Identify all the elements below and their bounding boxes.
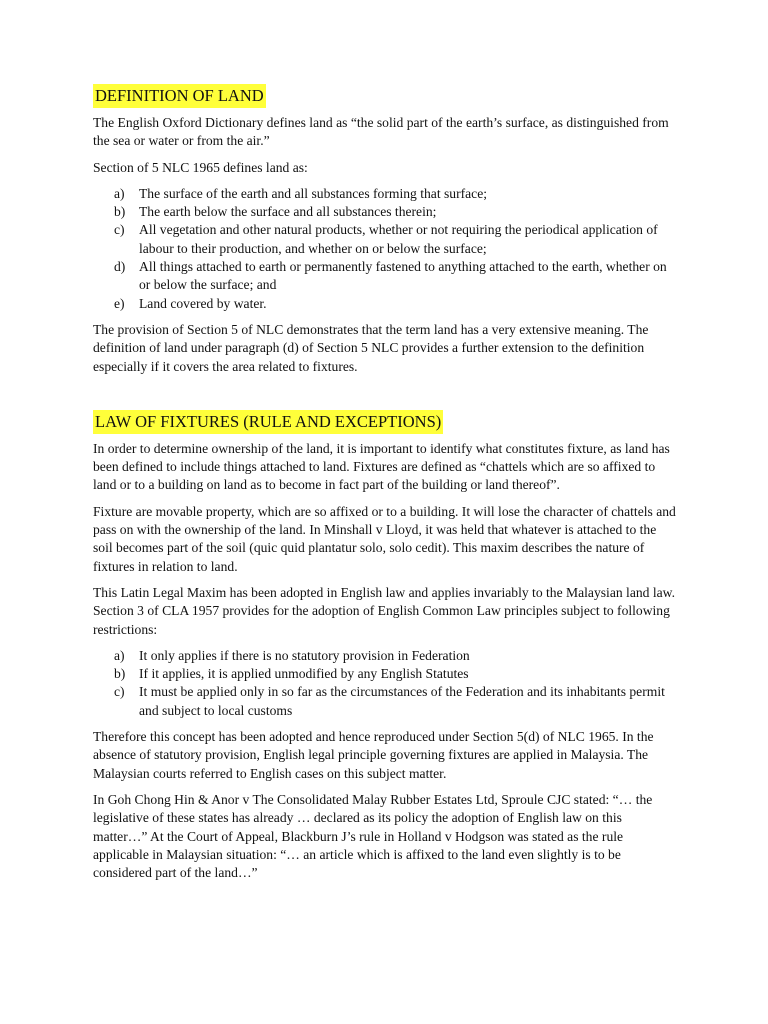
list-item-text: It must be applied only in so far as the circumstances of the Federation and its inhabitants permit and subject to local customs [139, 684, 665, 718]
list-item-text: All vegetation and other natural products, whether or not requiring the periodical application of labour to their production, and whether on or below the surface; [139, 222, 658, 256]
ownership-paragraph: In order to determine ownership of the land, it is important to identify what constitutes fixture, as land has been defined to include things attached to land. Fixtures are defined as “chattels which are so affixed to land or to a building on land as to become in fact part of the building or land thereof”. [93, 440, 670, 493]
list-item [93, 295, 676, 313]
section-law-of-fixtures [93, 410, 676, 883]
list-item [93, 203, 676, 221]
list-item [93, 683, 676, 720]
list-marker: e) [114, 295, 125, 311]
list-item-text: The surface of the earth and all substances forming that surface; [139, 185, 488, 201]
list-item [93, 665, 676, 683]
list-item [93, 221, 676, 258]
list-marker: c) [114, 684, 125, 700]
list-marker: a) [114, 185, 125, 201]
list-item [93, 258, 676, 295]
section5-provision-paragraph: The provision of Section 5 of NLC demonstrates that the term land has a very extensive meaning. The definition of land under paragraph (d) of Section 5 NLC provides a further extension to the definition especially if it covers the area related to fixtures. [93, 321, 649, 374]
list-marker: b) [114, 666, 126, 682]
land-definition-list [93, 185, 676, 313]
list-item [93, 647, 676, 665]
list-item-text: The earth below the surface and all substances therein; [139, 204, 437, 220]
list-item-text: If it applies, it is applied unmodified by any English Statutes [139, 666, 469, 682]
oxford-definition-paragraph: The English Oxford Dictionary defines land as “the solid part of the earth’s surface, as distinguished from the sea or water or from the air.” [93, 115, 669, 149]
list-marker: b) [114, 204, 126, 220]
heading-law-of-fixtures: LAW OF FIXTURES (RULE AND EXCEPTIONS) [93, 410, 443, 434]
case-law-paragraph: In Goh Chong Hin & Anor v The Consolidated Malay Rubber Estates Ltd, Sproule CJC stated: “… the legislative of these states has already … declared as its policy the adoption of English law on this matter…” At the Court of Appeal, Blackburn J’s rule in Holland v Hodgson was stated as the rule applicable in Malaysian situation: “… an article which is affixed to the land even slightly is to be considered part of the land…” [93, 791, 653, 881]
nlc-intro-paragraph: Section of 5 NLC 1965 defines land as: [93, 159, 308, 175]
movable-property-paragraph: Fixture are movable property, which are so affixed or to a building. It will lose the character of chattels and pass on with the ownership of the land. In Minshall v Lloyd, it was held that whatever is attached to the soil becomes part of the soil (quic quid plantatur solo, solo cedit). This maxim describes the nature of fixtures in relation to land. [93, 503, 676, 574]
list-marker: d) [114, 259, 126, 275]
latin-maxim-paragraph: This Latin Legal Maxim has been adopted in English law and applies invariably to the Malaysian land law. Section 3 of CLA 1957 provides for the adoption of English Common Law principles subject to following restrictions: [93, 584, 675, 637]
heading-definition-of-land: DEFINITION OF LAND [93, 84, 266, 108]
list-item-text: It only applies if there is no statutory provision in Federation [139, 647, 470, 663]
section-spacer [93, 384, 676, 410]
adoption-paragraph: Therefore this concept has been adopted and hence reproduced under Section 5(d) of NLC 1965. In the absence of statutory provision, English legal principle governing fixtures are applied in Malaysia. The Malaysian courts referred to English cases on this subject matter. [93, 729, 654, 781]
list-item [93, 185, 676, 203]
list-marker: a) [114, 647, 125, 663]
restrictions-list [93, 647, 676, 720]
list-item-text: Land covered by water. [139, 295, 267, 311]
list-marker: c) [114, 222, 125, 238]
section-definition-of-land [93, 84, 676, 376]
list-item-text: All things attached to earth or permanently fastened to anything attached to the earth, whether on or below the surface; and [139, 259, 667, 293]
